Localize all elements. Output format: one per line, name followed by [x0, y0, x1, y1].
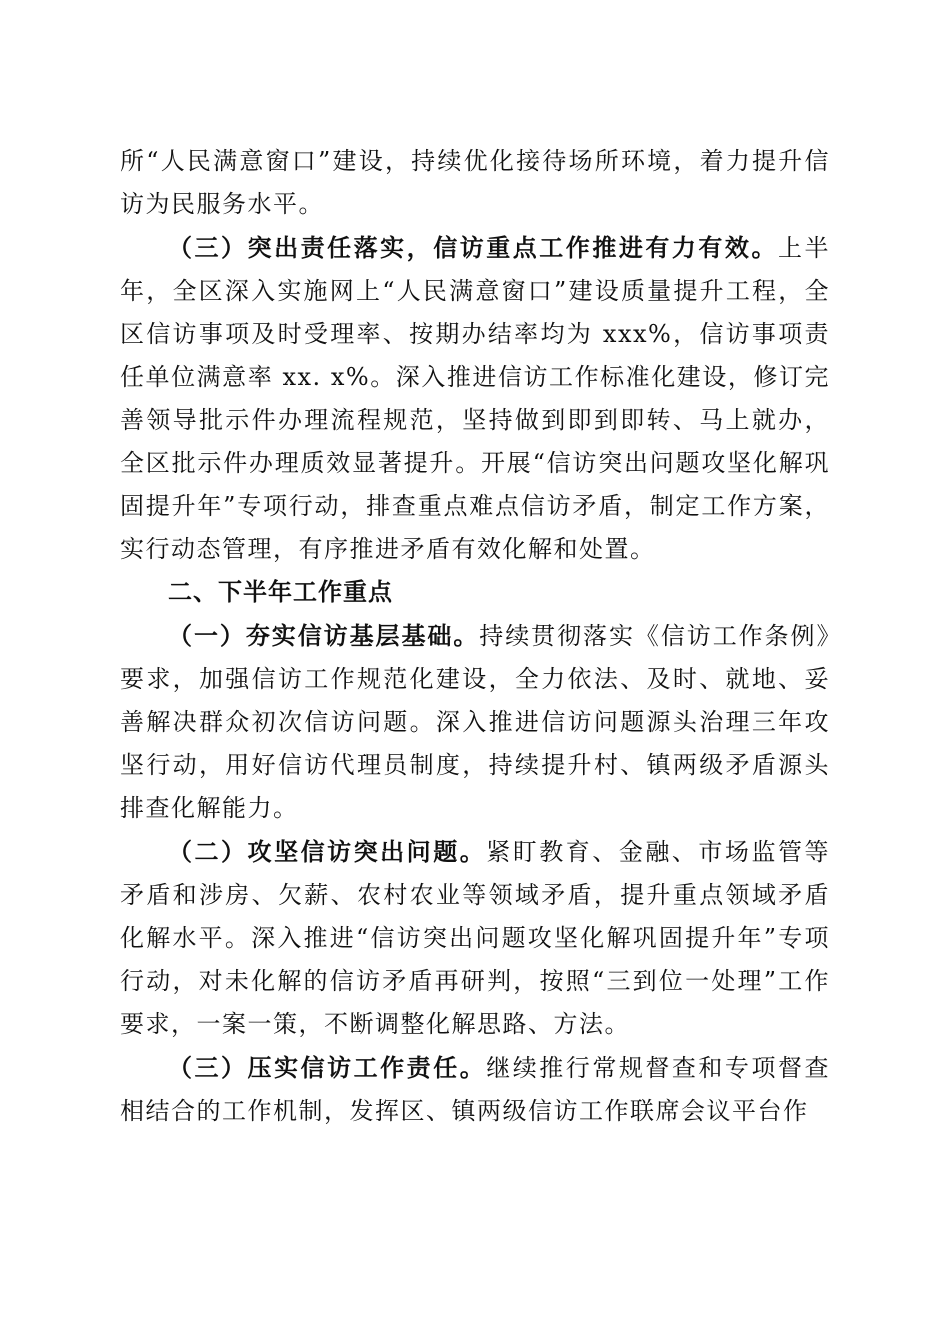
paragraph-text: 继续推行常规督查和专项督查相结合的工作机制，发挥区、镇两级信访工作联席会议平台作 — [120, 1054, 830, 1125]
paragraph-responsibility-implementation — [120, 226, 830, 571]
section-heading-second-half: 二、下半年工作重点 — [168, 578, 393, 606]
paragraph-text: 所“人民满意窗口”建设，持续优化接待场所环境，着力提升信访为民服务水平。 — [120, 147, 830, 218]
paragraph-work-responsibility — [120, 1046, 830, 1133]
paragraph-text: 持续贯彻落实《信访工作条例》要求，加强信访工作规范化建设，全力依法、及时、就地、妥善解决群众初次信访问题。深入推进信访问题源头治理三年攻坚行动，用好信访代理员制度，持续提升村、镇两级矛盾源头排查化解能力。 — [120, 622, 831, 822]
paragraph-prominent-issues — [120, 830, 830, 1046]
paragraph-text: 紧盯教育、金融、市场监管等矛盾和涉房、欠薪、农村农业等领域矛盾，提升重点领域矛盾化解水平。深入推进“信访突出问题攻坚化解巩固提升年”专项行动，对未化解的信访矛盾再研判，按照“三到位一处理”工作要求，一案一策，不断调整化解思路、方法。 — [120, 838, 830, 1038]
paragraph-lead: （二）攻坚信访突出问题。 — [168, 837, 487, 866]
document-body — [120, 140, 830, 1133]
paragraph-lead: （三）突出责任落实，信访重点工作推进有力有效。 — [168, 233, 778, 262]
paragraph-text: 上半年，全区深入实施网上“人民满意窗口”建设质量提升工程，全区信访事项及时受理率、按期办结率均为 xxx%，信访事项责任单位满意率 xx. x%。深入推进信访工作标准化建设，修订完善领导批示件办理流程规范，坚持做到即到即转、马上就办，全区批示件办理质效显著提升。开展“信访突出问题攻坚化解巩固提升年”专项行动，排查重点难点信访矛盾，制定工作方案，实行动态管理，有序推进矛盾有效化解和处置。 — [120, 234, 831, 563]
paragraph-grassroots-foundation — [120, 614, 830, 830]
paragraph-lead: （三）压实信访工作责任。 — [168, 1053, 487, 1082]
paragraph-continuation — [120, 140, 830, 226]
paragraph-lead: （一）夯实信访基层基础。 — [168, 621, 480, 650]
